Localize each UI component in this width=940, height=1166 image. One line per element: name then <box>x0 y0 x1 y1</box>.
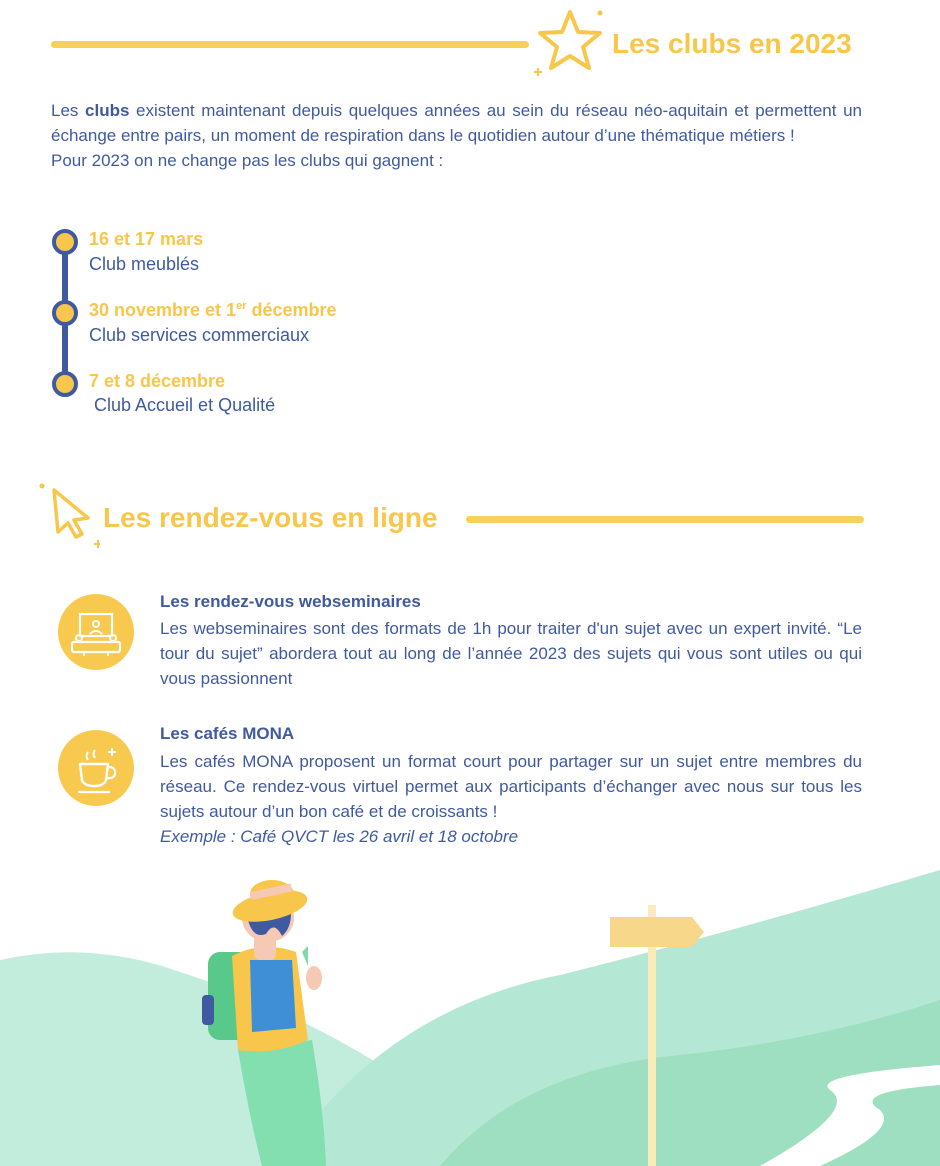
timeline-club-name: Club meublés <box>89 254 200 274</box>
clubs-bold-word: clubs <box>85 101 130 120</box>
webinar-icon <box>58 594 134 670</box>
timeline-date: 16 et 17 mars <box>89 229 204 249</box>
timeline-date: 7 et 8 décembre <box>89 371 226 391</box>
event-description: Les webseminaires sont des formats de 1h pour traiter d'un sujet avec un expert invité. “Le tour du sujet” abordera tout au long de l’année 2023 des sujets qui vous sont utiles ou qui vous passionnent <box>160 619 862 688</box>
timeline-dot <box>52 229 78 255</box>
landscape-illustration <box>0 860 940 1166</box>
event-description <box>160 749 862 849</box>
event-title: Les cafés MONA <box>160 724 295 743</box>
clubs-intro <box>51 98 862 173</box>
timeline-club-name: Club Accueil et Qualité <box>89 395 276 415</box>
clubs-header-bar <box>51 41 529 48</box>
clubs-intro-line2: Pour 2023 on ne change pas les clubs qui gagnent : <box>51 151 444 170</box>
event-title: Les rendez-vous webseminaires <box>160 592 421 611</box>
timeline-dot <box>52 371 78 397</box>
coffee-cup-icon <box>58 730 134 806</box>
online-header-bar <box>466 516 864 523</box>
timeline-dot <box>52 300 78 326</box>
timeline-club-name: Club services commerciaux <box>89 325 310 345</box>
event-description-text: Les cafés MONA proposent un format court pour partager sur un sujet entre membres du réseau. Ce rendez-vous virtuel permet aux participants d’échanger avec nous sur tous les sujets autour d’un bon café et de croissants ! <box>160 752 862 821</box>
star-icon <box>532 6 608 78</box>
event-example: Exemple : Café QVCT les 26 avril et 18 octobre <box>160 827 519 846</box>
clubs-section-title: Les clubs en 2023 <box>612 28 852 59</box>
clubs-intro-paragraph: Les clubs existent maintenant depuis quelques années au sein du réseau néo-aquitain et permettent un échange entre pairs, un moment de respiration dans le quotidien autour d’une thématique métiers ! <box>51 101 862 145</box>
cursor-icon <box>38 482 100 550</box>
online-section-title: Les rendez-vous en ligne <box>103 502 438 533</box>
timeline-date: 30 novembre et 1er décembre <box>89 300 337 320</box>
